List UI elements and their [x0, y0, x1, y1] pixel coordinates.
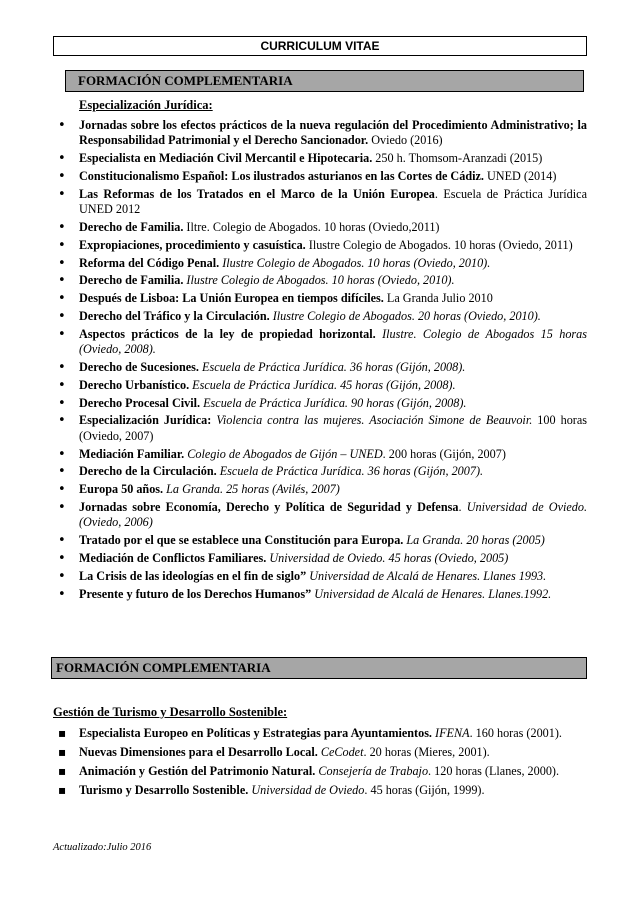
bullet-disc-icon	[58, 447, 66, 462]
list-item	[53, 378, 587, 393]
list-item	[53, 500, 587, 531]
bullet-disc-icon	[58, 151, 66, 166]
course-detail: Iltre. Colegio de Abogados. 10 horas (Oviedo,2011)	[183, 220, 440, 234]
bullet-disc-icon	[58, 413, 66, 428]
list-item	[53, 726, 587, 741]
course-institution: Escuela de Práctica Jurídica. 36 horas (Gijón, 2007).	[219, 464, 484, 479]
course-detail: UNED (2014)	[483, 169, 557, 183]
bullet-disc-icon	[58, 118, 66, 133]
list-item	[53, 291, 587, 306]
bullet-disc-icon	[58, 464, 66, 479]
bullet-disc-icon	[58, 273, 66, 288]
list-item	[53, 745, 587, 760]
course-institution: Violencia contra las mujeres. Asociación Simone de Beauvoir.	[216, 413, 533, 428]
list-item	[53, 187, 587, 218]
list-item	[53, 396, 587, 411]
cv-title: CURRICULUM VITAE	[53, 36, 587, 56]
course-hours: 100 horas (Oviedo, 2007)	[79, 413, 588, 443]
list-item	[53, 151, 587, 166]
course-title: Presente y futuro de los Derechos Humanos”	[79, 586, 312, 601]
bullet-disc-icon	[58, 378, 66, 393]
course-title: Especialista Europeo en Políticas y Estrategias para Ayuntamientos.	[79, 726, 432, 740]
bullet-square-icon	[58, 764, 66, 779]
course-title: Jornadas sobre Economía, Derecho y Política de Seguridad y Defensa	[79, 499, 459, 514]
course-institution: La Granda. 25 horas (Avilés, 2007)	[166, 482, 340, 497]
course-detail: Oviedo (2016)	[368, 133, 443, 148]
list-item	[53, 533, 587, 548]
course-hours: . 160 horas (2001).	[469, 726, 562, 740]
course-detail: 250 h. Thomsom-Aranzadi (2015)	[372, 151, 543, 166]
course-institution: Universidad de Alcalá de Henares. Llanes 1993.	[309, 568, 547, 583]
course-title: Derecho de Familia.	[79, 220, 184, 234]
course-institution: Universidad de Oviedo. 45 horas (Oviedo, 2005)	[269, 550, 509, 565]
course-hours: . 20 horas (Mieres, 2001).	[363, 745, 490, 759]
course-title: Animación y Gestión del Patrimonio Natural.	[79, 764, 316, 778]
bullet-square-icon	[58, 745, 66, 760]
course-title: Derecho Procesal Civil.	[79, 395, 201, 410]
bullet-disc-icon	[58, 482, 66, 497]
course-institution: La Granda. 20 horas (2005)	[406, 533, 545, 548]
course-detail: La Granda Julio 2010	[383, 291, 493, 306]
course-hours: . 200 horas (Gijón, 2007)	[382, 446, 506, 461]
bullet-disc-icon	[58, 238, 66, 253]
list-item	[53, 764, 587, 779]
bullet-disc-icon	[58, 533, 66, 548]
list-item	[53, 587, 587, 602]
course-detail: . Escuela de Práctica Jurídica UNED 2012	[79, 186, 587, 217]
course-detail: Ilustre Colegio de Abogados. 10 horas (Oviedo, 2011)	[305, 237, 573, 252]
bullet-disc-icon	[58, 360, 66, 375]
list-item	[53, 238, 587, 253]
course-title: Expropiaciones, procedimiento y casuística.	[79, 237, 306, 252]
list-item	[53, 169, 587, 184]
course-title: Nuevas Dimensiones para el Desarrollo Local.	[79, 745, 318, 759]
course-title: Tratado por el que se establece una Constitución para Europa.	[79, 533, 404, 548]
course-institution: Universidad de Alcalá de Henares. Llanes.1992.	[314, 586, 552, 601]
course-list-turismo	[53, 726, 587, 802]
course-institution: Colegio de Abogados de Gijón – UNED	[187, 446, 383, 461]
course-institution: Universidad de Oviedo. (Oviedo, 2006)	[79, 499, 588, 530]
course-institution: Ilustre. Colegio de Abogados 15 horas (Oviedo, 2008).	[79, 326, 588, 357]
bullet-disc-icon	[58, 396, 66, 411]
bullet-disc-icon	[58, 551, 66, 566]
list-item	[53, 464, 587, 479]
course-title: Especialista en Mediación Civil Mercantil e Hipotecaria.	[79, 151, 373, 166]
list-item	[53, 256, 587, 271]
course-institution: CeCodet	[320, 745, 364, 759]
course-institution: Universidad de Oviedo	[251, 783, 365, 797]
course-title: Derecho de Sucesiones.	[79, 359, 199, 374]
course-title: Derecho del Tráfico y la Circulación.	[79, 308, 270, 323]
course-title: Después de Lisboa: La Unión Europea en tiempos difíciles.	[79, 291, 384, 306]
course-hours: . 45 horas (Gijón, 1999).	[364, 783, 485, 797]
course-institution: Ilustre Colegio de Abogados. 10 horas (Oviedo, 2010).	[222, 255, 491, 270]
course-title: Constitucionalismo Español: Los ilustrados asturianos en las Cortes de Cádiz.	[79, 169, 484, 183]
course-title: Europa 50 años.	[79, 482, 164, 497]
list-item	[53, 273, 587, 288]
course-title: Jornadas sobre los efectos prácticos de la nueva regulación del Procedimiento Administrativo; la Responsabilidad Patrimonial y el Derecho Sancionador.	[79, 118, 587, 148]
bullet-disc-icon	[58, 569, 66, 584]
course-title: Aspectos prácticos de la ley de propiedad horizontal.	[79, 326, 376, 341]
updated-date: Actualizado:Julio 2016	[53, 842, 152, 853]
list-item	[53, 447, 587, 462]
list-item	[53, 327, 587, 358]
bullet-square-icon	[58, 726, 66, 741]
course-title: Derecho de la Circulación.	[79, 464, 217, 479]
course-title: Derecho de Familia.	[79, 273, 184, 288]
bullet-disc-icon	[58, 309, 66, 324]
bullet-disc-icon	[58, 187, 66, 202]
course-institution: Consejería de Trabajo	[318, 764, 429, 778]
course-hours: . 120 horas (Llanes, 2000).	[428, 764, 560, 778]
course-title: Las Reformas de los Tratados en el Marco de la Unión Europea	[79, 186, 435, 201]
list-item	[53, 569, 587, 584]
course-title: La Crisis de las ideologías en el fin de siglo”	[79, 568, 307, 583]
list-item	[53, 551, 587, 566]
section-title-formacion-1: FORMACIÓN COMPLEMENTARIA	[65, 70, 584, 92]
list-item	[53, 413, 587, 444]
course-institution: Escuela de Práctica Jurídica. 36 horas (Gijón, 2008).	[202, 359, 466, 374]
list-item	[53, 360, 587, 375]
list-item	[53, 309, 587, 324]
course-title: Derecho Urbanístico.	[79, 377, 190, 392]
course-title: Especialización Jurídica:	[79, 413, 212, 428]
bullet-disc-icon	[58, 291, 66, 306]
list-item	[53, 118, 587, 149]
course-institution: Escuela de Práctica Jurídica. 90 horas (Gijón, 2008).	[203, 395, 467, 410]
bullet-disc-icon	[58, 256, 66, 271]
subheading-turismo: Gestión de Turismo y Desarrollo Sostenible:	[53, 705, 288, 719]
course-institution: Ilustre Colegio de Abogados. 10 horas (Oviedo, 2010).	[186, 273, 455, 288]
list-item	[53, 220, 587, 235]
course-title: Turismo y Desarrollo Sostenible.	[79, 783, 249, 797]
bullet-disc-icon	[58, 169, 66, 184]
course-institution: IFENA	[435, 726, 470, 740]
subheading-especializacion-juridica: Especialización Jurídica:	[79, 98, 213, 112]
bullet-disc-icon	[58, 220, 66, 235]
course-detail: .	[458, 499, 467, 514]
bullet-disc-icon	[58, 500, 66, 515]
bullet-disc-icon	[58, 327, 66, 342]
section-title-formacion-2: FORMACIÓN COMPLEMENTARIA	[51, 657, 587, 679]
course-institution: Ilustre Colegio de Abogados. 20 horas (Oviedo, 2010).	[272, 308, 541, 323]
course-title: Mediación Familiar.	[79, 446, 185, 461]
list-item	[53, 783, 587, 798]
bullet-disc-icon	[58, 587, 66, 602]
bullet-square-icon	[58, 783, 66, 798]
course-list-juridica	[53, 118, 587, 604]
course-title: Reforma del Código Penal.	[79, 255, 220, 270]
course-title: Mediación de Conflictos Familiares.	[79, 550, 267, 565]
list-item	[53, 482, 587, 497]
course-institution: Escuela de Práctica Jurídica. 45 horas (Gijón, 2008).	[192, 377, 456, 392]
